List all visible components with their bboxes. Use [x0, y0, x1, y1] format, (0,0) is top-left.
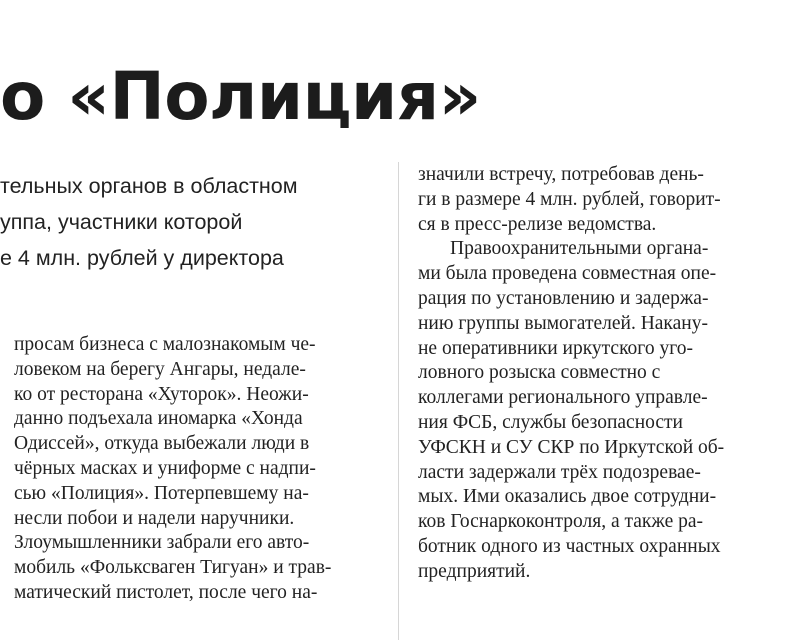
- body-line: ния ФСБ, службы безопасности: [418, 411, 683, 433]
- body-line: УФСКН и СУ СКР по Иркутской об-: [418, 436, 725, 458]
- article-column-right: [418, 163, 790, 585]
- article-column-left: [14, 333, 390, 606]
- body-line: предприятий.: [418, 560, 531, 582]
- body-line: ко от ресторана «Хуторок». Неожи-: [14, 383, 309, 405]
- body-line: Злоумышленники забрали его авто-: [14, 532, 310, 554]
- body-line: значили встречу, потребовав день-: [418, 164, 704, 185]
- body-line: ловеком на берегу Ангары, недале-: [14, 358, 306, 380]
- body-line: чёрных масках и униформе с надпи-: [14, 457, 316, 479]
- body-line: нию группы вымогателей. Накану-: [418, 312, 708, 334]
- body-line: ботник одного из частных охранных: [418, 535, 721, 557]
- body-line: мобиль «Фольксваген Тигуан» и трав-: [14, 557, 332, 579]
- body-line: ков Госнаркоконтроля, а также ра-: [418, 511, 704, 533]
- article-headline: о «Полиция»: [0, 58, 481, 135]
- column-divider: [398, 162, 399, 640]
- body-line: рация по установлению и задержа-: [418, 287, 709, 309]
- body-line: просам бизнеса с малознакомым че-: [14, 334, 316, 355]
- body-line: данно подъехала иномарка «Хонда: [14, 408, 303, 430]
- body-line: сью «Полиция». Потерпевшему на-: [14, 482, 309, 504]
- body-line: Одиссей», откуда выбежали люди в: [14, 433, 310, 455]
- body-line: мых. Ими оказались двое сотрудни-: [418, 486, 717, 508]
- lead-line: тельных органов в областном: [0, 174, 298, 198]
- body-line: не оперативники иркутского уго-: [418, 337, 693, 359]
- body-line: коллегами регионального управле-: [418, 387, 708, 409]
- lead-line: уппа, участники которой: [0, 210, 243, 234]
- body-line: ловного розыска совместно с: [418, 362, 661, 384]
- body-line: ласти задержали трёх подозревае-: [418, 461, 701, 483]
- body-line: матический пистолет, после чего на-: [14, 581, 318, 603]
- article-lead: [0, 168, 380, 276]
- body-line: ми была проведена совместная опе-: [418, 263, 717, 285]
- body-line: ги в размере 4 млн. рублей, говорит-: [418, 188, 721, 210]
- lead-line: е 4 млн. рублей у директора: [0, 246, 284, 270]
- body-line: несли побои и надели наручники.: [14, 507, 295, 529]
- paragraph-start-line: Правоохранительными органа-: [450, 238, 709, 260]
- body-line: ся в пресс-релизе ведомства.: [418, 213, 657, 235]
